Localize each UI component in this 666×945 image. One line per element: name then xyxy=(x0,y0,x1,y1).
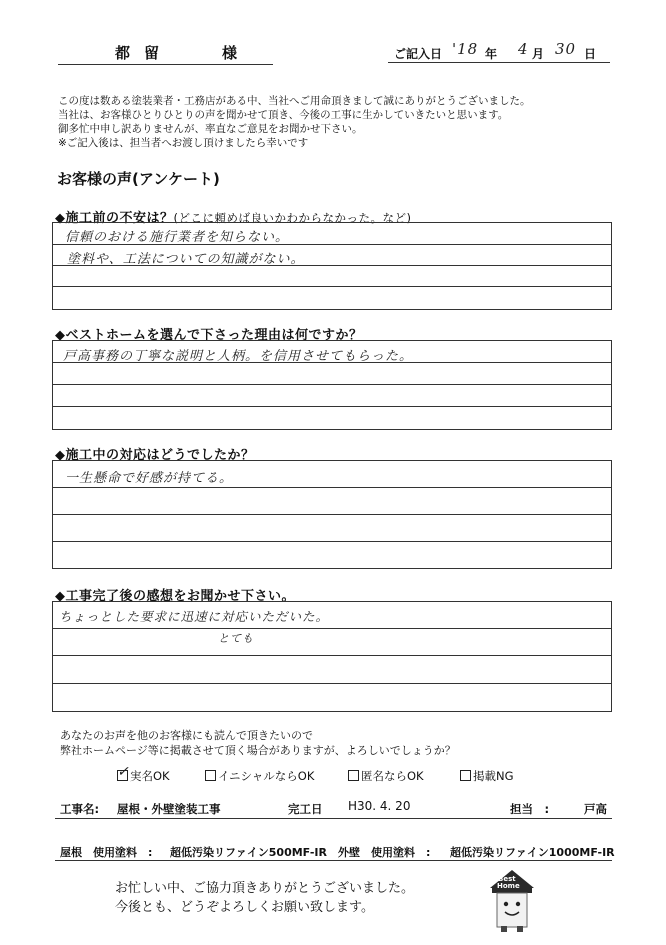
checkbox-initials[interactable] xyxy=(205,770,216,781)
name-underline xyxy=(58,64,273,65)
date-label: ご記入日 xyxy=(394,47,443,61)
question-4-label: ◆工事完了後の感想をお聞かせ下さい。 xyxy=(55,589,295,604)
staff-label: 担当 : xyxy=(510,802,550,816)
date-day: 30 xyxy=(555,40,577,58)
completion-value: H30. 4. 20 xyxy=(348,799,411,813)
permission-line-2: 弊社ホームページ等に掲載させて頂く場合がありますが、よろしいでしょうか？ xyxy=(60,744,456,757)
date-month: 4 xyxy=(518,40,529,58)
closing-line-2: 今後とも、どうぞよろしくお願い致します。 xyxy=(115,900,374,915)
answer-2-line-1: 戸高事務の丁寧な説明と人柄。を信用させてもらった。 xyxy=(63,349,414,364)
answer-1-line-1: 信頼のおける施行業者を知らない。 xyxy=(65,230,290,245)
option-real-name-label: 実名OK xyxy=(130,769,170,783)
intro-line-2: 当社は、お客様ひとりひとりの声を聞かせて頂き、今後の工事に生かしていきたいと思います。 xyxy=(58,109,509,121)
answer-4-line-1: ちょっとした要求に迅速に対応いただいた。 xyxy=(59,609,330,624)
section-title: お客様の声(アンケート) xyxy=(57,170,220,188)
staff-value: 戸高 xyxy=(584,802,607,816)
question-2-label: ◆ベストホームを選んで下さった理由は何ですか？ xyxy=(55,328,363,343)
intro-line-3: 御多忙中申し訳ありませんが、率直なご意見をお聞かせ下さい。 xyxy=(58,123,363,135)
completion-label: 完工日 xyxy=(288,802,323,816)
work-name-label: 工事名: xyxy=(60,802,100,816)
date-month-unit: 月 xyxy=(532,47,545,61)
closing-line-1: お忙しい中、ご協力頂きありがとうございました。 xyxy=(115,881,415,896)
answer-box-4 xyxy=(52,601,612,712)
roof-paint-label: 屋根 使用塗料 : xyxy=(60,846,153,859)
check-mark-icon: ✓ xyxy=(117,764,130,780)
intro-line-1: この度は数ある塗装業者・工務店がある中、当社へご用命頂きまして誠にありがとうございました。 xyxy=(58,95,531,107)
option-no-publish-label: 掲載NG xyxy=(473,769,514,783)
work-name-value: 屋根・外壁塗装工事 xyxy=(117,802,221,816)
paint-underline xyxy=(55,860,612,861)
question-1-label: ◆施工前の不安は？ xyxy=(55,211,174,226)
checkbox-no-publish[interactable] xyxy=(460,770,471,781)
work-underline xyxy=(55,818,612,819)
question-3-label: ◆施工中の対応はどうでしたか？ xyxy=(55,448,255,463)
option-no-publish[interactable] xyxy=(460,768,514,784)
permission-line-1: あなたのお声を他のお客様にも読んで頂きたいので xyxy=(60,729,313,742)
logo-text-home: Home xyxy=(497,882,520,890)
date-year-unit: 年 xyxy=(485,47,498,61)
option-real-name[interactable] xyxy=(117,764,170,784)
wall-paint-value: 超低汚染リファイン1000MF-IR xyxy=(450,846,615,859)
date-underline xyxy=(388,62,610,63)
logo-text-best: Best xyxy=(498,875,516,883)
answer-4-insert-note: とても xyxy=(218,632,254,645)
answer-box-1 xyxy=(52,222,612,310)
option-anonymous-label: 匿名ならOK xyxy=(361,769,424,783)
option-anonymous[interactable] xyxy=(348,768,424,784)
option-initials-label: イニシャルならOK xyxy=(218,769,315,783)
option-initials[interactable] xyxy=(205,768,314,784)
roof-paint-value: 超低汚染リファイン500MF-IR xyxy=(170,846,327,859)
answer-1-line-2: 塗料や、工法についての知識がない。 xyxy=(67,252,305,267)
question-1-sub: (どこに頼めば良いかわからなかった。など) xyxy=(173,211,412,225)
best-home-logo xyxy=(488,868,536,934)
date-day-unit: 日 xyxy=(584,47,597,61)
checkbox-real-name[interactable] xyxy=(117,764,130,781)
customer-name: 都留 xyxy=(115,44,174,62)
honorific: 様 xyxy=(222,44,238,62)
intro-line-4: ※ご記入後は、担当者へお渡し頂けましたら幸いです xyxy=(58,137,309,149)
answer-3-line-1: 一生懸命で好感が持てる。 xyxy=(65,471,234,486)
answer-box-3 xyxy=(52,460,612,569)
wall-paint-label: 外壁 使用塗料 : xyxy=(338,846,431,859)
answer-box-2 xyxy=(52,340,612,430)
date-year: '18 xyxy=(452,40,479,58)
checkbox-anonymous[interactable] xyxy=(348,770,359,781)
